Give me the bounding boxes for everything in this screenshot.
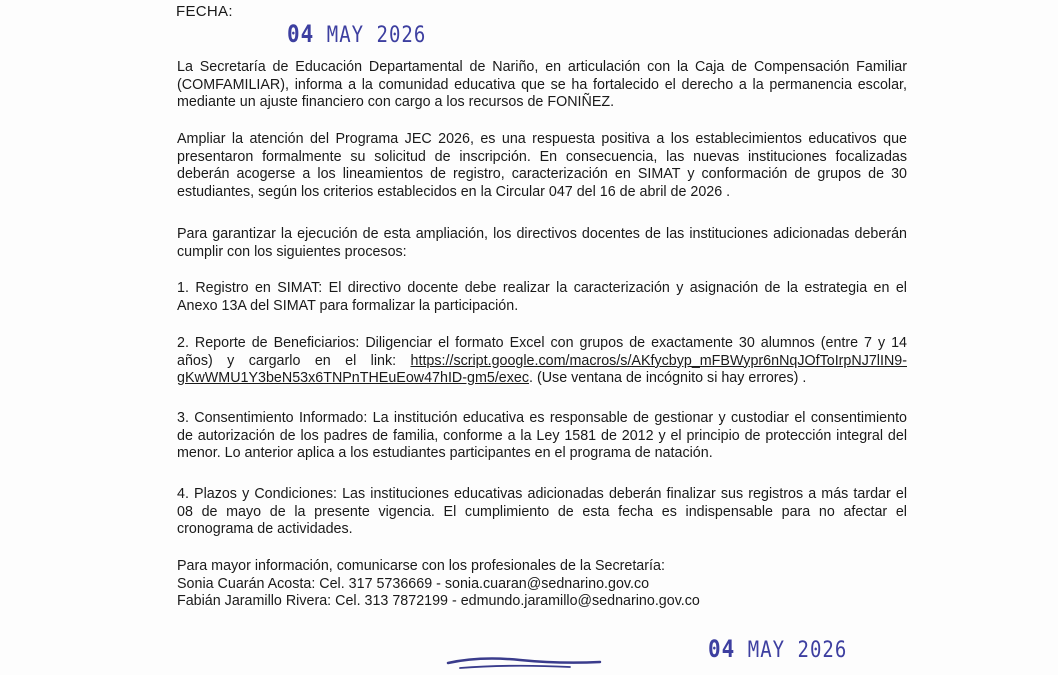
upload-link[interactable]: https://script.google.com/macros/s/AKfycbyp_mFBWypr6nNqJOfToIrpNJ7lIN9-gKwWMU1Y3beN53x6TNPnTHEuEow47hID-gm5/exec [177,352,907,387]
date-label: FECHA: [176,3,233,20]
process-item-consentimiento: 3. Consentimiento Informado: La institución educativa es responsable de gestionar y custodiar el consentimiento de autorización de los padres de familia, conforme a la Ley 1581 de 2012 y el principio de protección integral del menor. Lo anterior aplica a los estudiantes participantes en el programa de natación. [177,410,907,462]
stamp-day: 04 [708,635,736,663]
signature-mark [440,650,610,675]
date-stamp-bottom [708,635,847,663]
stamp-day: 04 [287,20,315,48]
process-item-plazos: 4. Plazos y Condiciones: Las instituciones educativas adicionadas deberán finalizar sus registros a más tardar el 08 de mayo de la presente vigencia. El cumplimiento de esta fecha es indispensable para no afectar el cronograma de actividades. [177,486,907,538]
intro-paragraph: La Secretaría de Educación Departamental de Nariño, en articulación con la Caja de Compensación Familiar (COMFAMILIAR), informa a la comunidad educativa que se ha fortalecido el derecho a la permanencia escolar, mediante un ajuste financiero con cargo a los recursos de FONIÑEZ. [177,59,907,111]
process-item-text: 2. Reporte de Beneficiarios: Diligenciar el formato Excel con grupos de exactamente 30 alumnos (entre 7 y 14 años) y cargarlo en el link: [177,335,907,369]
contact-block [177,558,907,611]
stamp-month-year: MAY 2026 [747,637,848,663]
stamp-month-year: MAY 2026 [326,22,427,48]
requirements-paragraph: Para garantizar la ejecución de esta ampliación, los directivos docentes de las instituciones adicionadas deberán cumplir con los siguientes procesos: [177,226,907,260]
process-item-beneficiarios [177,335,907,388]
contact-intro: Para mayor información, comunicarse con los profesionales de la Secretaría: [177,558,665,574]
expansion-paragraph: Ampliar la atención del Programa JEC 2026, es una respuesta positiva a los establecimientos educativos que presentaron formalmente su solicitud de inscripción. En consecuencia, las nuevas instituciones focalizadas deberán acogerse a los lineamientos de registro, caracterización en SIMAT y conformación de grupos de 30 estudiantes, según los criterios establecidos en la Circular 047 del 16 de abril de 2026 . [177,131,907,200]
contact-line-sonia: Sonia Cuarán Acosta: Cel. 317 5736669 - sonia.cuaran@sednarino.gov.co [177,575,650,592]
contact-line-fabian: Fabián Jaramillo Rivera: Cel. 313 7872199 - edmundo.jaramillo@sednarino.gov.co [177,593,700,610]
date-stamp-top [287,20,426,48]
process-item-simat: 1. Registro en SIMAT: El directivo docente debe realizar la caracterización y asignación de la estrategia en el Anexo 13A del SIMAT para formalizar la participación. [177,280,907,314]
process-item-note: . (Use ventana de incógnito si hay errores) . [529,370,807,387]
